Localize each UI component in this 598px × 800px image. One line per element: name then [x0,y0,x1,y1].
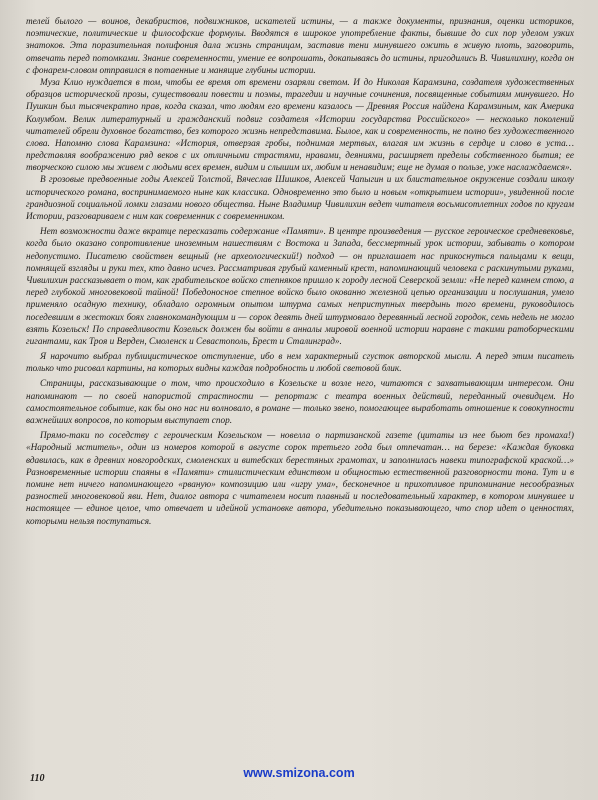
paragraph: телей былого — воинов, декабристов, подвижников, искателей истины, — а также документы, признания, оценки историков, поэтические, политические и философские формулы. Вводятся в широкое употребление факты, бывшие до сих пор уделом узких знатоков. Эта поразительная полифония дала жизнь страницам, заставив тени минувшего ожить в живую плоть, заговорить, отвечать перед потомками. Знание современности, умение ее вопрошать, докапываясь до истины, пригодились В. Чивилихину, когда он с фонарем-словом отправился в потаенные и манящие глубины истории. [26,17,574,76]
paragraph: Нет возможности даже вкратце пересказать содержание «Памяти». В центре произведения — русское героическое средневековье, когда было оказано сопротивление иноземным нашествиям с Востока и Запада, бессмертный урок истории, забывать о котором недопустимо. Писателю свойствен вещный (не археологический!) подход — он приглашает нас прикоснуться пальцами к вещи, помнящей взгляды и руки тех, кто давно исчез. Рассматривая грубый каменный крест, напоминающий человека с раскинутыми руками, Чивилихин рассказывает о том, как грабительское войско степняков пришло к городу лесной Северской земли: «Не перед камнем стою, а перед глубокой многовековой тайной! Победоносное степное войско было окованно железной цепью организации и послушания, умело применяло осадную технику, обладало огромным опытом штурма самых неприступных твердынь того времени, руководилось поседевшим в жестоких боях главнокомандующим и — сорок девять дней штурмовало деревянный лесной городок, семь недель не могло взять Козельск! По справедливости Козельск должен бы войти в анналы мировой военной истории наравне с такими ратоборческими гигантами, как Троя и Верден, Смоленск и Севастополь, Брест и Сталинград». [26,227,574,347]
page-number: 110 [30,773,45,784]
paragraph: Я нарочито выбрал публицистическое отступление, ибо в нем характерный сгусток авторской мысли. А перед этим писатель только что рисовал картины, на которых видны каждая подробность и любой световой блик. [26,352,574,375]
paragraph: Прямо-таки по соседству с героическим Козельском — новелла о партизанской газете (цитаты из нее бьют без промаха!) «Народный мститель», один из номеров которой в августе сорок третьего года был отпечатан… на березе: «Каждая буковка вдавилась, как в древних новгородских, смоленских и витебских берестяных грамотах, и заполнилась навеки типографской краской…» Разновременные истории спаяны в «Памяти» стилистическим единством и общностью естественной разговорности тона. Тут и в помине нет ничего напоминающего «рваную» композицию или «игру ума», бесконечное и прихотливое припоминание несообразных разностей многовековой яви. Нет, диалог автора с читателем носит плавный и последовательный характер, в котором минувшее и настоящее — единое целое, что отвечает и идейной установке автора, убедительно показывающего, что спор идет о ценностях, которыми нельзя поступаться. [26,431,574,527]
source-website-link[interactable]: www.smizona.com [243,766,355,780]
paragraph: Муза Клио нуждается в том, чтобы ее время от времени озаряли светом. И до Николая Карамзина, создателя художественных образцов исторической прозы, существовали повести и поэмы, трагедии и научные сочинения, посвященные событиям минувшего. Но Пушкин был тысячекратно прав, когда сказал, что людям его времени казалось — Древняя Россия найдена Карамзиным, как Америка Колумбом. Велик литературный и гражданский подвиг создателя «Истории государства Российского» — несколько поколений читателей обрели духовное богатство, без которого жизнь непредставима. Былое, как и современность, не полно без художественного слова. Напомню слова Карамзина: «История, отверзая гробы, поднимая мертвых, влагая им жизнь в сердце и слово в уста… представляя воображению ряд веков с их отличными страстями, нравами, деяниями, расширяет пределы собственного бытия; ее творческою силою мы живем с людьми всех времен, видим и слышим их, любим и ненавидим; еще не думая о пользе, уже наслаждаемся». [26,77,574,174]
article-text [26,16,574,528]
paragraph: В грозовые предвоенные годы Алексей Толстой, Вячеслав Шишков, Алексей Чапыгин и их блистательное окружение создали школу исторического романа, воспринимаемого ныне как классика. Одновременно это было и новым «открытием истории», увиденной после грандиозной социальной ломки глазами нового общества. Ныне Владимир Чивилихин ведет читателя восьмисотлетних годов по кругам Истории, разговариваем с ним как современник с современником. [26,175,574,222]
paragraph: Страницы, рассказывающие о том, что происходило в Козельске и возле него, читаются с захватывающим интересом. Они напоминают — по своей напористой страстности — репортаж с театра военных действий, переданный очевидцем. Но самостоятельное событие, как бы оно нас ни волновало, в романе — только звено, помогающее выработать отношение к совокупности важнейших вопросов, по которым выступает спор. [26,379,574,426]
